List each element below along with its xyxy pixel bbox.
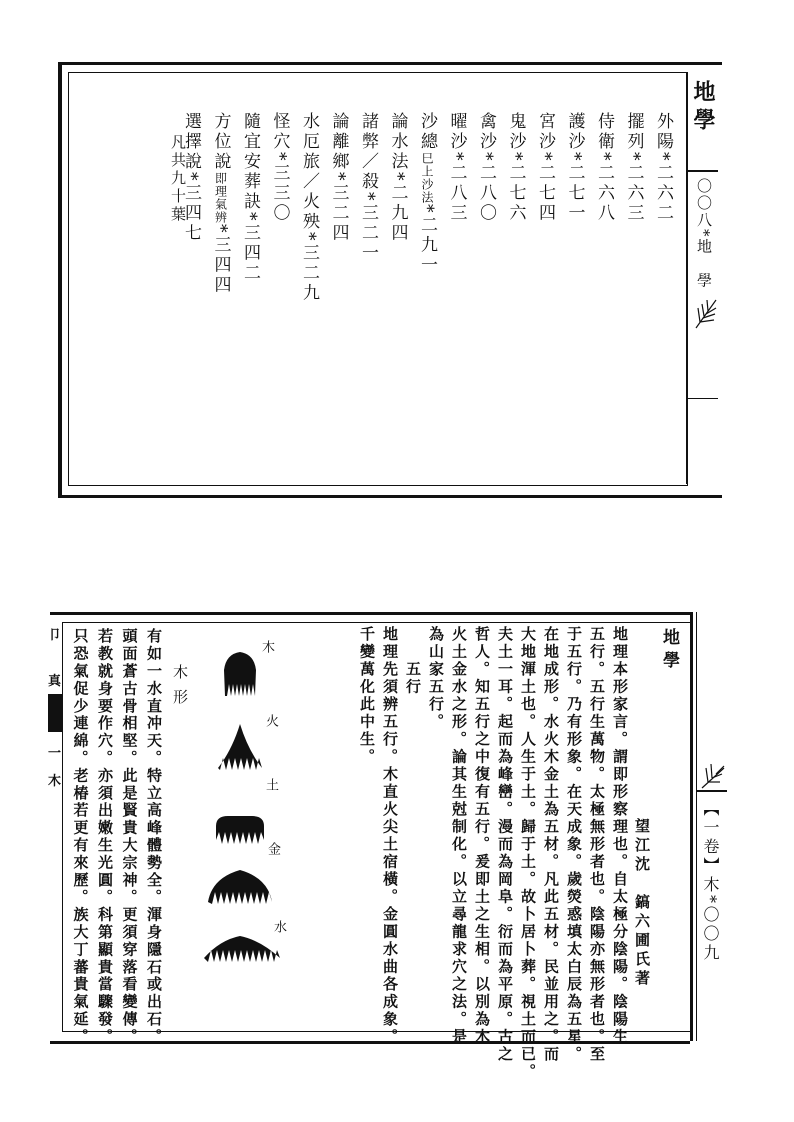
toc-entry-page: *二七六 [505, 152, 526, 224]
text-column: 火土金水之形。論其生尅制化。以立尋龍求穴之法。是 [450, 626, 468, 1046]
figure-label-wood: 木 [259, 640, 274, 656]
text-column: 為山家五行。 [427, 626, 445, 731]
toc-entry [507, 112, 524, 224]
toc-entry [359, 112, 376, 264]
text-column: 千變萬化此中生。 [358, 626, 376, 766]
wood-mountain-shape [224, 652, 256, 696]
toc-entry-title: 侍衛 [594, 112, 614, 152]
text-column: 在地成形。水火木金土為五材。凡此五材。民並用之。而 [542, 626, 560, 1064]
bottom-page-margin-bar [697, 790, 727, 792]
toc-entry-title: 禽沙 [476, 112, 496, 152]
text-column: 地理先須辨五行。木直火尖土宿橫。金圓水曲各成象。 [381, 626, 399, 1046]
toc-entry-title: 曜沙 [446, 112, 467, 152]
bottom-page-edge-rule [690, 612, 693, 1041]
toc-entry-page: *二九一 [417, 204, 437, 276]
fire-mountain-shape [218, 724, 262, 770]
figure-label-water: 水 [271, 920, 286, 936]
bottom-folio: 【一卷】木*〇〇九 [701, 800, 720, 963]
toc-entry-title: 選擇說 [181, 112, 201, 172]
toc-entry-page: *三四二 [240, 212, 260, 284]
text-column: 五行 [404, 626, 422, 696]
toc-entry-title: 護沙 [564, 112, 585, 152]
strip-char: 卩 [48, 628, 62, 643]
toc-entry-title: 諸弊／殺 [358, 112, 378, 192]
toc-entry-page: *三二四 [328, 172, 349, 244]
toc-entry [300, 112, 317, 304]
toc-entry-title: 外陽 [653, 112, 673, 152]
toc-total: 凡共九十葉 [169, 134, 187, 224]
toc-entry-title: 宮沙 [535, 112, 555, 152]
text-column: 大地渾土也。人生于土。歸于土。故卜居卜葬。視土而已。 [519, 626, 537, 1081]
top-page-margin-rule [686, 72, 687, 484]
toc-entry-page: *二六二 [653, 152, 673, 224]
strip-char: 一 [48, 746, 62, 761]
toc-entry-note: 巳上沙法 [420, 152, 434, 204]
wood-section-title: 木形 [171, 664, 189, 714]
figure-label-metal: 金 [265, 842, 280, 858]
toc-entry [654, 112, 671, 224]
top-running-header: 地學 [690, 80, 716, 136]
text-column: 夫土一耳。起而為峰巒。漫而為岡阜。衍而為平原。古之 [496, 626, 514, 1064]
text-column: 地理本形家言。謂即形察理也。自太極分陰陽。陰陽生 [611, 626, 629, 1046]
toc-entry-title: 鬼沙 [505, 112, 526, 152]
text-column: 哲人。知五行之中復有五行。爰即土之生相。以別為木 [473, 626, 491, 1046]
strip-black-block [48, 694, 62, 732]
toc-entry [212, 112, 229, 296]
toc-entry-title: 怪穴 [269, 112, 290, 152]
top-page-blank-margin [690, 400, 716, 492]
wood-verse-column: 若教就身要作穴。亦須出嫩生光圓。科第顯貴當驟發。 [96, 628, 114, 1046]
toc-entry [625, 112, 642, 224]
toc-entry [271, 112, 288, 224]
toc-entry-page: *三三〇 [269, 152, 290, 224]
strip-char: 真 [48, 674, 62, 689]
top-page-margin-bar-lower [688, 398, 718, 399]
toc-entry [418, 112, 435, 276]
toc-entry [448, 112, 465, 224]
water-mountain-shape [204, 936, 280, 962]
toc-entry [536, 112, 553, 224]
top-page-margin-bar [688, 170, 718, 172]
toc-entry-title: 隨宜安葬訣 [240, 112, 260, 212]
strip-char: 木 [48, 774, 62, 789]
toc-entry [241, 112, 258, 284]
figure-label-fire: 火 [263, 714, 278, 730]
toc-entry-title: 水厄旅／火殃 [299, 112, 319, 232]
toc-entry-title: 論離鄉 [328, 112, 349, 172]
toc-entry [330, 112, 347, 244]
toc-entry-page: *三四七 [181, 172, 201, 244]
top-leaf-ornament [694, 296, 720, 330]
text-column: 于五行。乃有形象。在天成象。歲熒惑填太白辰為五星。 [565, 626, 583, 1064]
toc-entry-page: *二七一 [564, 152, 585, 224]
toc-entry-page: *三二一 [358, 192, 378, 264]
byline-text: 望江沈 鎬六圃氏著 [633, 818, 651, 989]
toc-entry-title: 論水法 [387, 112, 408, 172]
wood-verse-column: 有如一水直冲天。特立高峰體勢全。渾身隱石或出石。 [145, 628, 163, 1046]
toc-entry-title: 沙總 [417, 112, 437, 152]
earth-mountain-shape [216, 816, 264, 844]
top-folio: 〇〇八*地 學 [695, 178, 713, 290]
bottom-leaf-ornament [700, 760, 726, 790]
toc-entry-title: 方位說 [210, 112, 231, 172]
toc-entry-page: *二八〇 [476, 152, 496, 224]
bottom-page-margin-rule [696, 612, 697, 1041]
toc-entry-title: 擺列 [623, 112, 644, 152]
toc-entry [595, 112, 612, 224]
toc-entry [477, 112, 494, 224]
toc-entry-page: *三四四 [210, 224, 231, 296]
wood-verse-column: 只恐氣促少連綿。老椿若更有來歷。族大丁蕃貴氣延。 [71, 628, 90, 1046]
previous-page-edge-strip [48, 614, 62, 1038]
toc-entry-page: *二九四 [387, 172, 408, 244]
metal-mountain-shape [208, 870, 272, 904]
toc-entry-page: *二七四 [535, 152, 555, 224]
toc-entry-note: 即理氣辨 [213, 172, 228, 224]
toc-entry [389, 112, 406, 244]
toc-entry-page: *二六八 [594, 152, 614, 224]
toc-entry-page: *三二九 [299, 232, 319, 304]
bottom-running-header: 地學 [659, 628, 679, 674]
toc-entry-page: *二六三 [623, 152, 644, 224]
wood-verse-column: 頭面蒼古骨相堅。此是賢貴大宗神。更須穿落看變傳。 [120, 628, 139, 1046]
toc-entry-page: *二八三 [446, 152, 467, 224]
toc-entry [566, 112, 583, 224]
figure-label-earth: 土 [263, 778, 278, 794]
text-column: 五行。五行生萬物。太極無形者也。陰陽亦無形者也。至 [588, 626, 606, 1064]
